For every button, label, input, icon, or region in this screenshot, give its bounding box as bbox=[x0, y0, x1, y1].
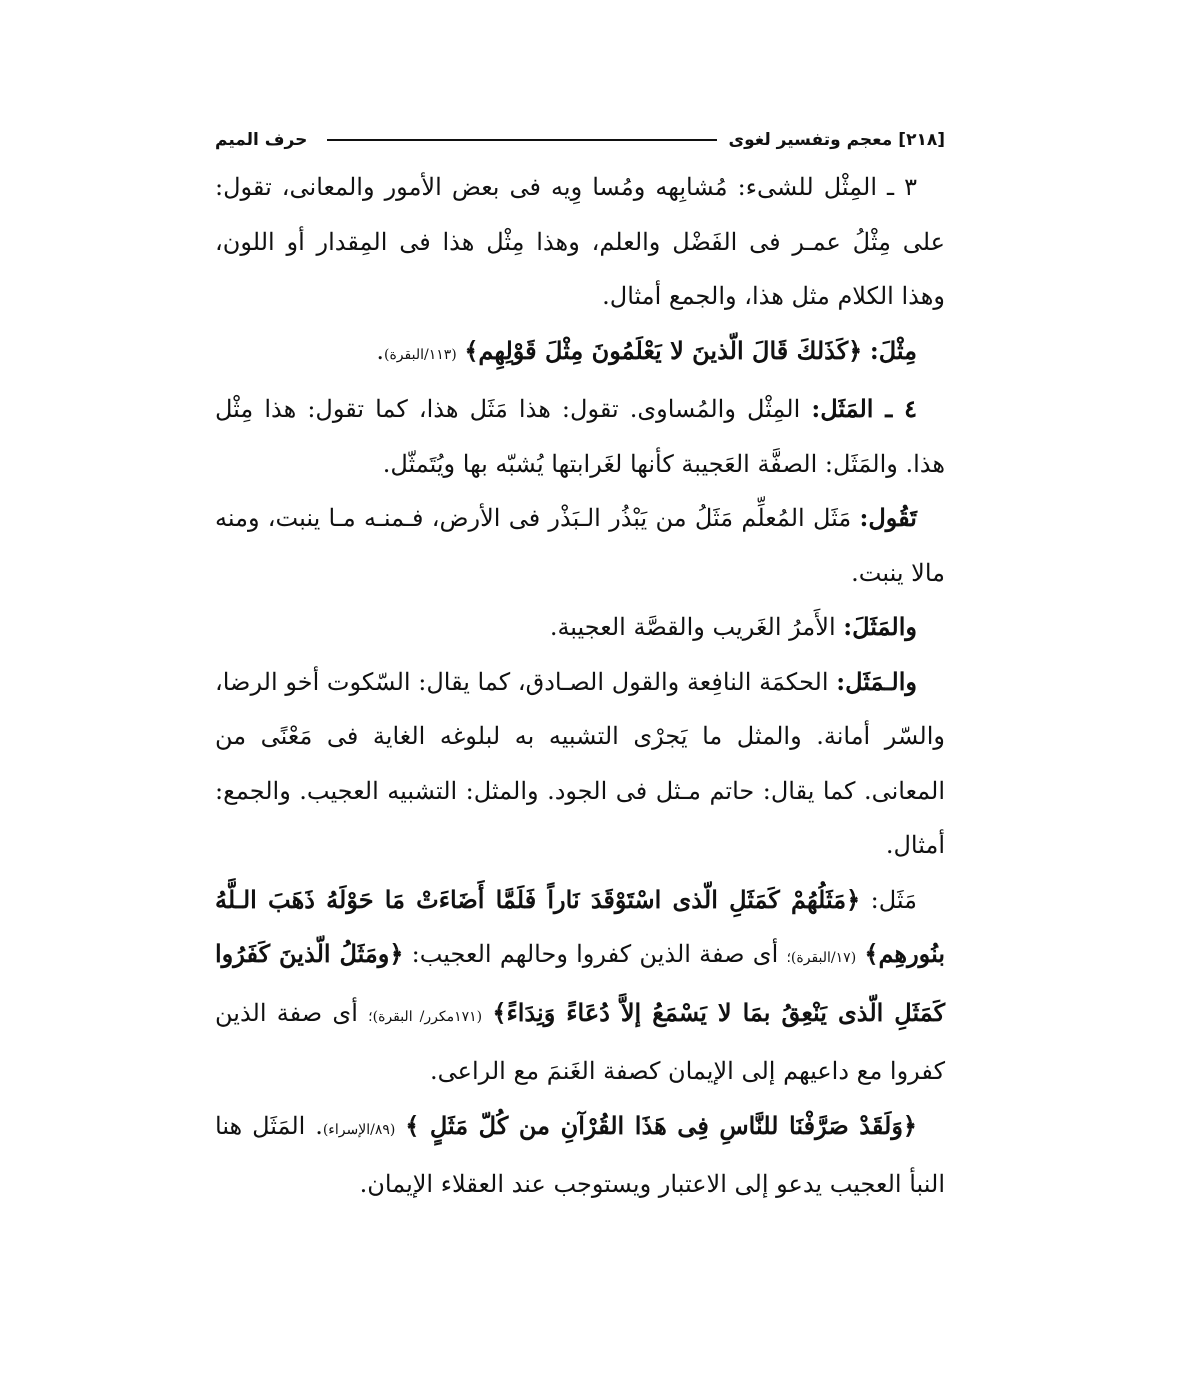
paragraph-text: الحكمَة النافِعة والقول الصـادق، كما يقال: السّكوت أخو الرضا، والسّر أمانة. والمثل ما يَجرْى التشبيه به لبلوغه الغاية فى مَعْنًى من المعانى. كما يقال: حاتم مـثل فى الجود. والمثل: التشبيه العجيب. والجمع: أمثال. bbox=[215, 667, 945, 859]
paragraph-1 bbox=[215, 160, 945, 324]
paragraph-5 bbox=[215, 600, 945, 655]
paragraph-tail: . bbox=[376, 336, 384, 365]
header-rule bbox=[327, 139, 716, 141]
header-right bbox=[307, 130, 945, 150]
paragraph-lead: والـمَثَل: bbox=[836, 666, 917, 696]
quran-reference: (١١٣/البقرة) bbox=[383, 346, 457, 363]
page-number: [٢١٨] bbox=[898, 130, 945, 150]
paragraph-text: ٣ ـ المِثْل للشىء: مُشابِهه ومُسا وِيه فى بعض الأمور والمعانى، تقول: على مِثْلُ عمـر فى الفَضْل والعلم، وهذا مِثْل هذا فى المِقدار أو اللون، وهذا الكلام مثل هذا، والجمع أمثال. bbox=[215, 173, 945, 310]
paragraph-8 bbox=[215, 1099, 945, 1212]
paragraph-lead: مِثْلَ: bbox=[869, 335, 917, 365]
quran-quote: ﴿مَثَلُهُمْ كَمَثَلِ الّذى اسْتَوْقَدَ نَاراً فَلَمَّا أَضَاءَتْ مَا حَوْلَهُ ذَهَبَ الـلَّهُ بنُورهِم﴾ bbox=[215, 884, 945, 968]
quran-reference: (١٧/البقرة)؛ bbox=[786, 950, 857, 966]
paragraph-text: أى صفة الذين كفروا وحالهم العجيب: bbox=[411, 940, 779, 968]
paragraph-text: المِثْل والمُساوى. تقول: هذا مَثَل هذا، كما تقول: هذا مِثْل هذا. والمَثَل: الصفَّة العَجيبة كأنها لغَرابتها يُشبّه بها ويُتَمثّل. bbox=[215, 395, 945, 478]
paragraph-3 bbox=[215, 382, 945, 491]
running-header bbox=[215, 120, 945, 160]
paragraph-7 bbox=[215, 873, 945, 1099]
paragraph-lead: مَثَل: bbox=[870, 885, 917, 914]
book-title: معجم وتفسير لغوى bbox=[728, 130, 893, 150]
quran-quote: ﴿ومَثَلُ الّذينَ كَفَرُوا كَمَثَلِ الّذى يَنْعِقُ بمَا لا يَسْمَعُ إلاَّ دُعَاءً وَنِدَاءً﴾ bbox=[215, 939, 946, 1027]
quran-quote: ﴿كَذَلكَ قَالَ الّذينَ لا يَعْلَمُونَ مِثْلَ قَوْلِهِم﴾ bbox=[464, 335, 863, 365]
paragraph-4 bbox=[215, 491, 945, 600]
quran-reference: (١٧١مكرر/ البقرة)؛ bbox=[368, 1008, 483, 1025]
paragraph-6 bbox=[215, 655, 945, 873]
paragraph-2 bbox=[215, 324, 945, 383]
page-body bbox=[215, 160, 945, 1212]
document-page bbox=[215, 120, 945, 1212]
section-title: حرف الميم bbox=[215, 130, 308, 150]
quran-quote: ﴿وَلَقَدْ صَرَّفْنَا للنَّاسِ فِى هَذَا القُرْآنِ من كُلّ مَثَلٍ ﴾ bbox=[405, 1110, 917, 1140]
paragraph-lead: والمَثَلَ: bbox=[843, 612, 917, 641]
quran-reference: (٨٩/الإسراء) bbox=[322, 1121, 396, 1138]
paragraph-tail: . المَثَل هنا النبأ العجيب يدعو إلى الاعتبار ويستوجب عند العقلاء الإيمان. bbox=[215, 1111, 945, 1198]
paragraph-lead: تَقُول: bbox=[859, 503, 917, 532]
paragraph-text: الأَمرُ الغَريب والقصَّة العجيبة. bbox=[549, 613, 836, 641]
paragraph-text: مَثَل المُعلِّم مَثَلُ من يَبْذُر الـبَذْر فى الأرض، فـمنـه مـا ينبت، ومنه مالا ينبت. bbox=[215, 504, 945, 587]
paragraph-text: أى صفة الذين كفروا مع داعيهم إلى الإيمان كصفة الغَنمَ مع الراعى. bbox=[215, 998, 945, 1085]
paragraph-lead: ٤ ـ المَثَل: bbox=[811, 394, 917, 423]
